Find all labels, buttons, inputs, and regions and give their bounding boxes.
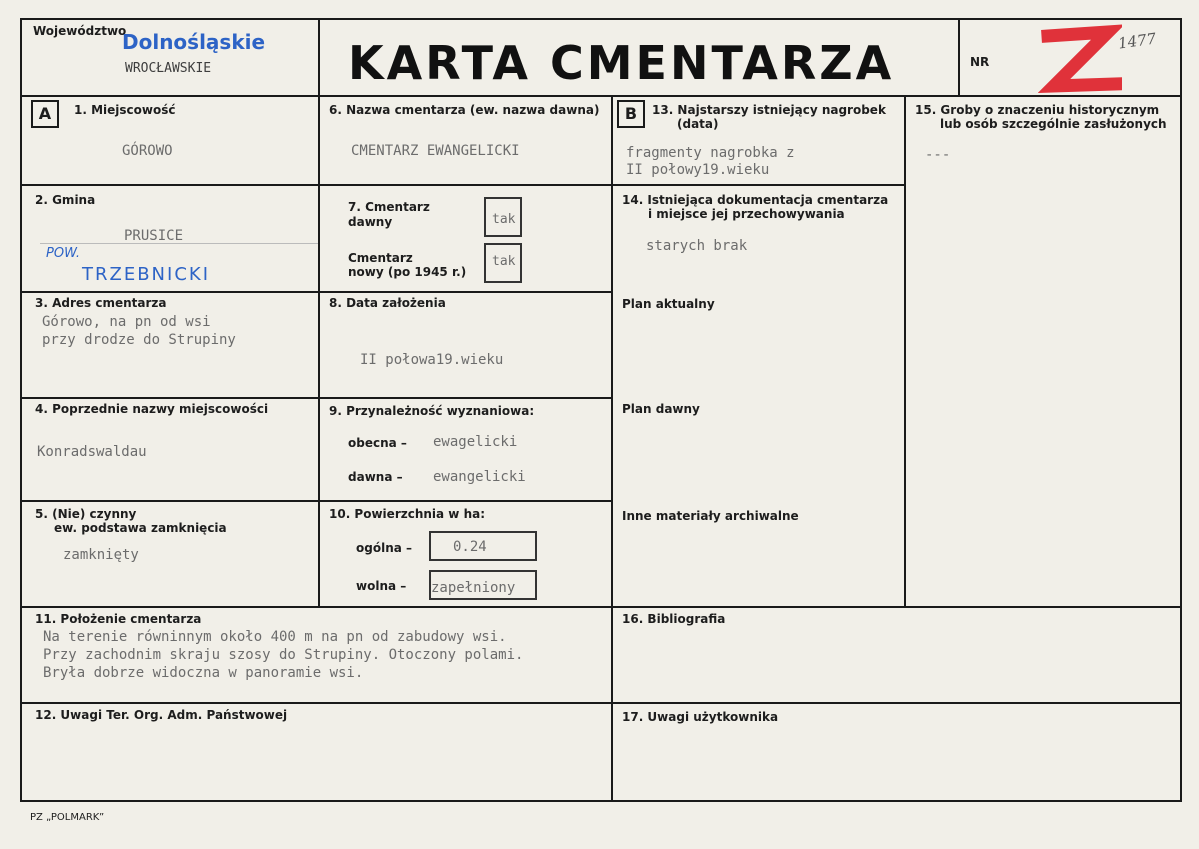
rule-row-5: [20, 606, 1182, 608]
f2-label: 2. Gmina: [35, 193, 96, 207]
inne-materialy-label: Inne materiały archiwalne: [622, 509, 799, 523]
f7-nowy2: nowy (po 1945 r.): [348, 265, 467, 279]
f13-line2: II połowy19.wieku: [626, 162, 770, 178]
f11-line1: Na terenie równinnym około 400 m na pn od zabudowy wsi.: [43, 629, 507, 645]
f15-label1: 15. Groby o znaczeniu historycznym: [915, 103, 1160, 117]
f16-label: 16. Bibliografia: [622, 612, 726, 626]
wojewodztwo-typed: WROCŁAWSKIE: [125, 61, 212, 76]
f5-label1: 5. (Nie) czynny: [35, 507, 137, 521]
f4-label: 4. Poprzednie nazwy miejscowości: [35, 402, 269, 416]
z-marker-icon: [1038, 24, 1122, 96]
rule-row-3: [20, 397, 612, 399]
rule-col-b: [611, 95, 613, 802]
rule-row-2: [20, 291, 612, 293]
wojewodztwo-stamp: Dolnośląskie: [122, 30, 266, 54]
f7-nowy-value: tak: [492, 254, 516, 269]
f7-dawny: dawny: [348, 215, 393, 229]
f11-line2: Przy zachodnim skraju szosy do Strupiny. Otoczony polami.: [43, 647, 524, 663]
f2-value: PRUSICE: [124, 228, 184, 244]
printer-imprint: PZ „POLMARK”: [30, 812, 105, 823]
f10-label: 10. Powierzchnia w ha:: [329, 507, 486, 521]
f15-value: ---: [925, 147, 951, 163]
wojewodztwo-label: Województwo: [33, 24, 127, 38]
f15-label2: lub osób szczególnie zasłużonych: [940, 117, 1167, 131]
f6-label: 6. Nazwa cmentarza (ew. nazwa dawna): [329, 103, 600, 117]
section-b-badge: B: [617, 100, 645, 128]
rule-row-13: [611, 184, 905, 186]
f2-pow: POW.: [46, 246, 80, 261]
f6-value: CMENTARZ EWANGELICKI: [351, 143, 520, 159]
f2-powiat: TRZEBNICKI: [82, 264, 211, 285]
rule-row-1: [20, 184, 612, 186]
rule-row-6: [20, 702, 1182, 704]
f9-dawna: dawna –: [348, 470, 403, 484]
f14-label1: 14. Istniejąca dokumentacja cmentarza: [622, 193, 889, 207]
nr-label: NR: [970, 55, 990, 69]
f9-obecna-value: ewagelicki: [433, 434, 518, 450]
f9-label: 9. Przynależność wyznaniowa:: [329, 404, 535, 418]
f11-line3: Bryła dobrze widoczna w panoramie wsi.: [43, 665, 364, 681]
f9-obecna: obecna –: [348, 436, 407, 450]
f13-label2: (data): [677, 117, 719, 131]
f13-line1: fragmenty nagrobka z: [626, 145, 795, 161]
f3-label: 3. Adres cmentarza: [35, 296, 167, 310]
f10-ogolna-value: 0.24: [453, 539, 487, 555]
rule-header-bottom: [20, 95, 1182, 97]
f7-dawny-value: tak: [492, 212, 516, 227]
f1-label: 1. Miejscowość: [74, 103, 176, 117]
rule-col-15: [904, 95, 906, 607]
f8-label: 8. Data założenia: [329, 296, 446, 310]
nr-number: 1477: [1116, 29, 1158, 53]
f3-line1: Górowo, na pn od wsi: [42, 314, 211, 330]
f14-label2: i miejsce jej przechowywania: [648, 207, 845, 221]
f13-label1: 13. Najstarszy istniejący nagrobek: [652, 103, 886, 117]
rule-row-4: [20, 500, 612, 502]
f5-value: zamknięty: [63, 547, 139, 563]
f4-value: Konradswaldau: [37, 444, 147, 460]
page-title: KARTA CMENTARZA: [348, 36, 895, 90]
section-a-badge: A: [31, 100, 59, 128]
f1-value: GÓROWO: [122, 143, 173, 159]
f11-label: 11. Położenie cmentarza: [35, 612, 202, 626]
f3-line2: przy drodze do Strupiny: [42, 332, 236, 348]
f10-wolna: wolna –: [356, 579, 407, 593]
f12-label: 12. Uwagi Ter. Org. Adm. Państwowej: [35, 708, 288, 722]
f7-nowy1: Cmentarz: [348, 251, 413, 265]
f10-ogolna: ogólna –: [356, 541, 413, 555]
rule-header-left: [318, 18, 320, 608]
plan-aktualny-label: Plan aktualny: [622, 297, 715, 311]
plan-dawny-label: Plan dawny: [622, 402, 700, 416]
f10-wolna-value: zapełniony: [431, 580, 516, 596]
f5-label2: ew. podstawa zamknięcia: [54, 521, 227, 535]
f14-value: starych brak: [646, 238, 748, 254]
f9-dawna-value: ewangelicki: [433, 469, 526, 485]
f17-label: 17. Uwagi użytkownika: [622, 710, 779, 724]
f7-label: 7. Cmentarz: [348, 200, 430, 214]
rule-header-right: [958, 18, 960, 96]
f8-value: II połowa19.wieku: [360, 352, 504, 368]
